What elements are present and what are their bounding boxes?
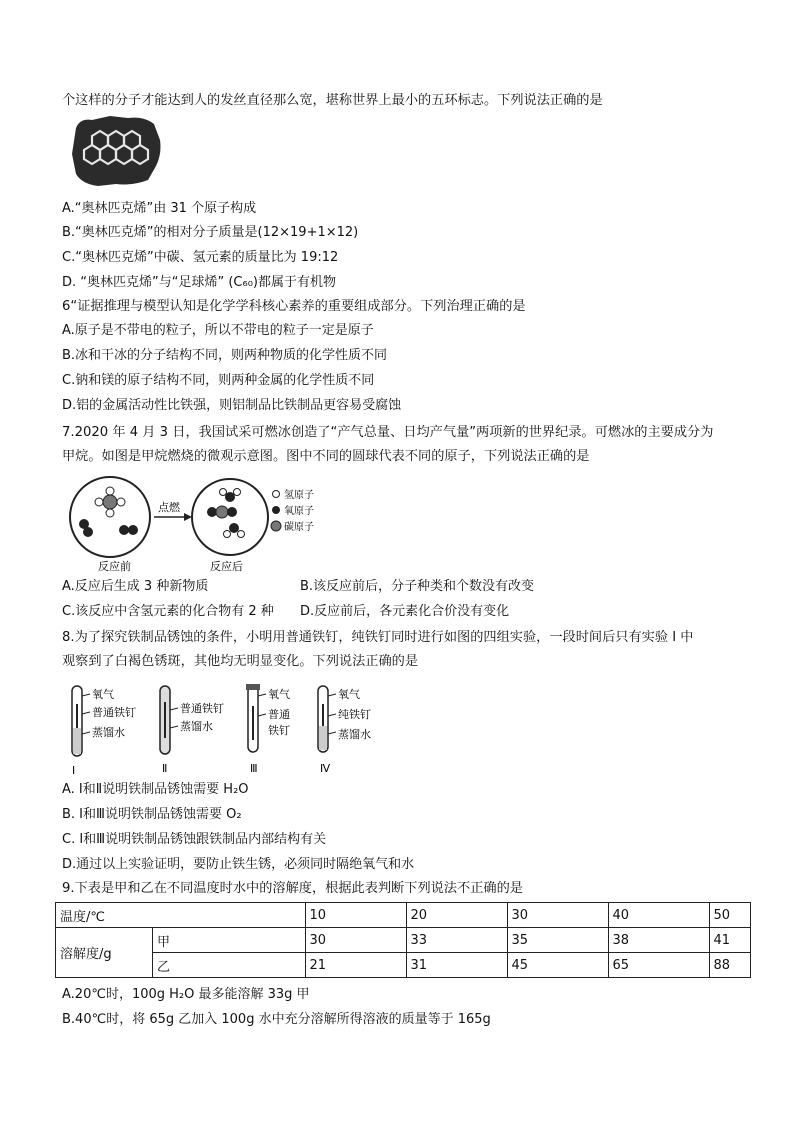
tube-2-numeral: Ⅱ [162,762,168,775]
table-cell: 38 [608,928,709,953]
tube-4-label-pure-nail: 纯铁钉 [338,708,371,721]
table-cell: 温度/℃ [56,903,306,928]
table-cell: 50 [709,903,750,928]
table-cell: 65 [608,953,709,978]
option-6c: C.钠和镁的原子结构不同，则两种金属的化学性质不同 [62,373,375,388]
option-7b: B.该反应前后，分子种类和个数没有改变 [300,579,535,594]
question-8-stem-line1: 8.为了探究铁制品锈蚀的条件，小明用普通铁钉，纯铁钉同时进行如图的四组实验，一段时间后只有实验 I 中 [62,630,694,645]
option-7a: A.反应后生成 3 种新物质 [62,579,209,594]
tube-1-numeral: Ⅰ [72,764,76,777]
table-cell: 20 [406,903,507,928]
after-label: 反应后 [210,560,243,572]
table-cell: 41 [709,928,750,953]
table-cell: 30 [507,903,608,928]
solubility-table [55,902,751,978]
tube-4-label-water: 蒸馏水 [338,728,371,741]
methane-combustion-diagram [62,472,342,576]
before-label: 反应前 [98,560,131,572]
option-9b: B.40℃时，将 65g 乙加入 100g 水中充分溶解所得溶液的质量等于 165g [62,1012,491,1027]
table-cell: 35 [507,928,608,953]
legend-oxygen: 氧原子 [284,506,314,517]
table-cell: 10 [305,903,406,928]
tube-4-numeral: Ⅳ [320,762,331,775]
option-6d: D.铝的金属活动性比铁强，则铝制品比铁制品更容易受腐蚀 [62,398,402,413]
option-6b: B.冰和干冰的分子结构不同，则两种物质的化学性质不同 [62,348,388,363]
question-9-stem: 9.下表是甲和乙在不同温度时水中的溶解度，根据此表判断下列说法不正确的是 [62,881,523,896]
option-5c: C.“奥林匹克烯”中碳、氢元素的质量比为 19:12 [62,250,339,265]
test-tube-experiments-diagram [62,682,392,782]
tube-4 [318,686,371,775]
table-row [56,928,751,953]
question-7-stem-line2: 甲烷。如图是甲烷燃烧的微观示意图。图中不同的圆球代表不同的原子，下列说法正确的是 [62,449,590,464]
tube-3-label-oxygen: 氧气 [268,688,290,701]
option-8a: A. Ⅰ和Ⅱ说明铁制品锈蚀需要 H₂O [62,782,249,797]
question-7-stem-line1: 7.2020 年 4 月 3 日，我国试采可燃冰创造了“产气总量、日均产气量”两项新的世界纪录。可燃冰的主要成分为 [62,425,714,440]
tube-2-label-water: 蒸馏水 [180,720,213,733]
table-cell: 30 [305,928,406,953]
methane-molecule [95,487,125,517]
table-cell: 45 [507,953,608,978]
olympicene-molecule-image [70,114,164,192]
legend-carbon: 碳原子 [284,522,314,533]
option-9a: A.20℃时，100g H₂O 最多能溶解 33g 甲 [62,987,310,1002]
tube-2-label-nail: 普通铁钉 [180,702,224,715]
option-7c: C.该反应中含氢元素的化合物有 2 种 [62,604,274,619]
question-6-stem: 6“证据推理与模型认知是化学学科核心素养的重要组成部分。下列治理正确的是 [62,299,526,314]
option-8b: B. Ⅰ和Ⅲ说明铁制品锈蚀需要 O₂ [62,807,242,822]
table-cell: 40 [608,903,709,928]
tube-3-label-ordinary: 普通 [268,708,290,721]
table-cell: 21 [305,953,406,978]
tube-3 [246,684,290,775]
tube-4-label-oxygen: 氧气 [338,688,360,701]
table-cell: 乙 [153,953,306,978]
table-cell: 33 [406,928,507,953]
tube-1-label-oxygen: 氧气 [92,688,114,701]
tube-1-label-nail: 普通铁钉 [92,706,136,719]
option-5b: B.“奥林匹克烯”的相对分子质量是(12×19+1×12) [62,225,359,240]
legend-hydrogen: 氢原子 [284,490,314,501]
table-row [56,953,751,978]
table-cell: 甲 [153,928,306,953]
tube-1-label-water: 蒸馏水 [92,726,125,739]
table-cell: 88 [709,953,750,978]
option-6a: A.原子是不带电的粒子，所以不带电的粒子一定是原子 [62,323,374,338]
table-cell: 31 [406,953,507,978]
ignite-label: 点燃 [158,501,180,514]
option-8c: C. Ⅰ和Ⅲ说明铁制品锈蚀跟铁制品内部结构有关 [62,832,327,847]
tube-2 [160,686,224,775]
question-5-stem: 个这样的分子才能达到人的发丝直径那么宽，堪称世界上最小的五环标志。下列说法正确的是 [62,93,603,108]
table-header-row [56,903,751,928]
option-8d: D.通过以上实验证明，要防止铁生锈，必须同时隔绝氧气和水 [62,857,415,872]
option-5d: D. “奥林匹克烯”与“足球烯” (C₆₀)都属于有机物 [62,275,336,290]
tube-1 [72,686,136,777]
tube-3-label-nail: 铁钉 [268,724,290,737]
option-5a: A.“奥林匹克烯”由 31 个原子构成 [62,201,257,216]
table-cell: 溶解度/g [56,928,153,978]
question-8-stem-line2: 观察到了白褐色锈斑，其他均无明显变化。下列说法正确的是 [62,654,419,669]
tube-3-numeral: Ⅲ [250,762,258,775]
option-7d: D.反应前后，各元素化合价没有变化 [300,604,510,619]
